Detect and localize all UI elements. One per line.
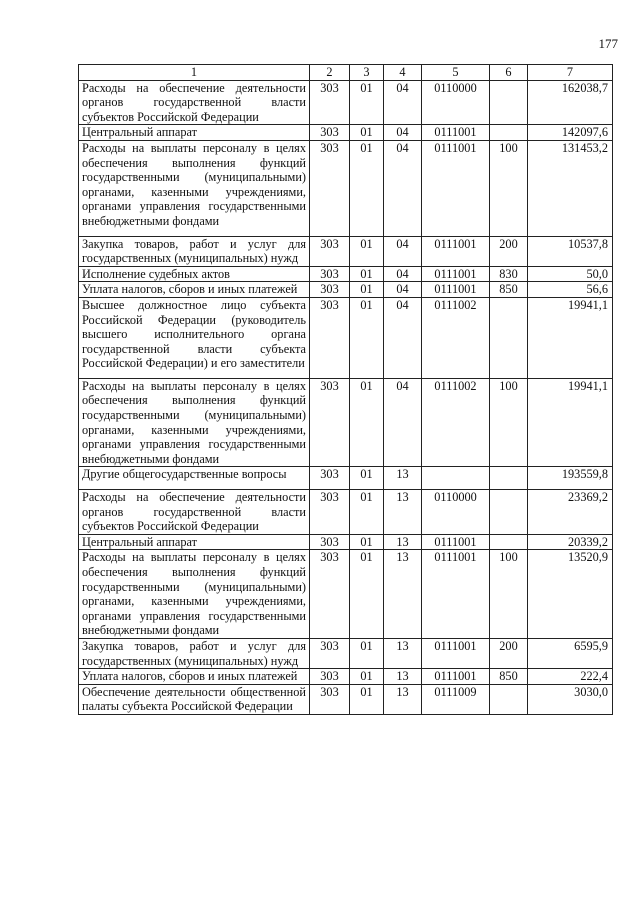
- item-name: Закупка товаров, работ и услуг для государственных (муниципальных) нужд: [79, 638, 310, 668]
- code-cell: [422, 467, 490, 490]
- code-cell: 0111001: [422, 125, 490, 141]
- item-name: Центральный аппарат: [79, 534, 310, 550]
- budget-table: [78, 64, 613, 715]
- code-cell: 04: [384, 80, 422, 125]
- code-cell: 01: [350, 684, 384, 714]
- code-cell: 0111001: [422, 638, 490, 668]
- table-row: [79, 282, 613, 298]
- table-header-row: [79, 65, 613, 81]
- table-row: [79, 490, 613, 535]
- amount-cell: 10537,8: [528, 236, 613, 266]
- table-row: [79, 550, 613, 639]
- item-name: Обеспечение деятельности общественной палаты субъекта Российской Федерации: [79, 684, 310, 714]
- code-cell: [490, 467, 528, 490]
- item-name: Закупка товаров, работ и услуг для государственных (муниципальных) нужд: [79, 236, 310, 266]
- code-cell: [490, 490, 528, 535]
- code-cell: 303: [310, 550, 350, 639]
- code-cell: 200: [490, 638, 528, 668]
- item-name: Расходы на выплаты персоналу в целях обеспечения выполнения функций государственными (муниципальными) органами, казенными учреждениями, органами управления государственными внебюджетными фондами: [79, 140, 310, 236]
- code-cell: [490, 125, 528, 141]
- amount-cell: 162038,7: [528, 80, 613, 125]
- code-cell: 0110000: [422, 490, 490, 535]
- code-cell: 100: [490, 378, 528, 467]
- amount-cell: 20339,2: [528, 534, 613, 550]
- code-cell: 850: [490, 669, 528, 685]
- code-cell: 303: [310, 638, 350, 668]
- code-cell: 303: [310, 297, 350, 378]
- code-cell: 303: [310, 490, 350, 535]
- table-row: [79, 236, 613, 266]
- code-cell: 01: [350, 282, 384, 298]
- code-cell: 100: [490, 140, 528, 236]
- code-cell: 01: [350, 490, 384, 535]
- amount-cell: 19941,1: [528, 297, 613, 378]
- code-cell: 303: [310, 80, 350, 125]
- table-row: [79, 378, 613, 467]
- table-row: [79, 125, 613, 141]
- code-cell: 303: [310, 534, 350, 550]
- code-cell: 13: [384, 684, 422, 714]
- code-cell: 303: [310, 669, 350, 685]
- code-cell: 0111001: [422, 550, 490, 639]
- item-name: Центральный аппарат: [79, 125, 310, 141]
- code-cell: 13: [384, 550, 422, 639]
- code-cell: 04: [384, 236, 422, 266]
- code-cell: 0110000: [422, 80, 490, 125]
- item-name: Расходы на обеспечение деятельности органов государственной власти субъектов Российской Федерации: [79, 80, 310, 125]
- table-row: [79, 638, 613, 668]
- header-cell: 6: [490, 65, 528, 81]
- code-cell: 0111009: [422, 684, 490, 714]
- table-row: [79, 669, 613, 685]
- amount-cell: 19941,1: [528, 378, 613, 467]
- page-number: 177: [598, 36, 618, 51]
- code-cell: 01: [350, 534, 384, 550]
- table-row: [79, 684, 613, 714]
- item-name: Другие общегосударственные вопросы: [79, 467, 310, 490]
- item-name: Расходы на выплаты персоналу в целях обеспечения выполнения функций государственными (муниципальными) органами, казенными учреждениями, органами управления государственными внебюджетными фондами: [79, 378, 310, 467]
- code-cell: 100: [490, 550, 528, 639]
- code-cell: [490, 80, 528, 125]
- code-cell: 200: [490, 236, 528, 266]
- code-cell: 303: [310, 236, 350, 266]
- amount-cell: 13520,9: [528, 550, 613, 639]
- code-cell: 303: [310, 684, 350, 714]
- code-cell: 01: [350, 378, 384, 467]
- code-cell: 04: [384, 140, 422, 236]
- amount-cell: 131453,2: [528, 140, 613, 236]
- code-cell: 04: [384, 378, 422, 467]
- table-row: [79, 297, 613, 378]
- table-row: [79, 534, 613, 550]
- code-cell: 01: [350, 638, 384, 668]
- code-cell: 01: [350, 125, 384, 141]
- code-cell: 0111001: [422, 669, 490, 685]
- code-cell: 01: [350, 266, 384, 282]
- code-cell: 830: [490, 266, 528, 282]
- code-cell: 850: [490, 282, 528, 298]
- header-cell: 2: [310, 65, 350, 81]
- amount-cell: 142097,6: [528, 125, 613, 141]
- header-cell: 4: [384, 65, 422, 81]
- header-cell: 3: [350, 65, 384, 81]
- table-row: [79, 266, 613, 282]
- code-cell: 04: [384, 125, 422, 141]
- code-cell: 01: [350, 467, 384, 490]
- code-cell: 303: [310, 266, 350, 282]
- code-cell: 13: [384, 669, 422, 685]
- code-cell: 01: [350, 669, 384, 685]
- amount-cell: 23369,2: [528, 490, 613, 535]
- code-cell: 0111001: [422, 236, 490, 266]
- code-cell: 13: [384, 638, 422, 668]
- amount-cell: 222,4: [528, 669, 613, 685]
- code-cell: 04: [384, 297, 422, 378]
- code-cell: 0111001: [422, 282, 490, 298]
- amount-cell: 193559,8: [528, 467, 613, 490]
- code-cell: 303: [310, 125, 350, 141]
- table-row: [79, 140, 613, 236]
- code-cell: 01: [350, 236, 384, 266]
- code-cell: 13: [384, 490, 422, 535]
- code-cell: 0111002: [422, 378, 490, 467]
- amount-cell: 56,6: [528, 282, 613, 298]
- code-cell: 303: [310, 378, 350, 467]
- code-cell: 0111001: [422, 266, 490, 282]
- item-name: Высшее должностное лицо субъекта Российской Федерации (руководитель высшего исполнительного органа государственной власти субъекта Российской Федерации) и его заместители: [79, 297, 310, 378]
- code-cell: 01: [350, 80, 384, 125]
- item-name: Расходы на выплаты персоналу в целях обеспечения выполнения функций государственными (муниципальными) органами, казенными учреждениями, органами управления государственными внебюджетными фондами: [79, 550, 310, 639]
- table-row: [79, 467, 613, 490]
- code-cell: 04: [384, 266, 422, 282]
- item-name: Исполнение судебных актов: [79, 266, 310, 282]
- item-name: Уплата налогов, сборов и иных платежей: [79, 282, 310, 298]
- code-cell: 13: [384, 467, 422, 490]
- item-name: Уплата налогов, сборов и иных платежей: [79, 669, 310, 685]
- code-cell: 01: [350, 550, 384, 639]
- code-cell: 01: [350, 140, 384, 236]
- header-cell: 5: [422, 65, 490, 81]
- code-cell: 303: [310, 467, 350, 490]
- code-cell: 0111001: [422, 140, 490, 236]
- amount-cell: 6595,9: [528, 638, 613, 668]
- code-cell: 0111001: [422, 534, 490, 550]
- code-cell: 04: [384, 282, 422, 298]
- code-cell: 01: [350, 297, 384, 378]
- code-cell: [490, 297, 528, 378]
- code-cell: 0111002: [422, 297, 490, 378]
- header-cell: 1: [79, 65, 310, 81]
- item-name: Расходы на обеспечение деятельности органов государственной власти субъектов Российской Федерации: [79, 490, 310, 535]
- amount-cell: 50,0: [528, 266, 613, 282]
- code-cell: 303: [310, 282, 350, 298]
- code-cell: [490, 534, 528, 550]
- amount-cell: 3030,0: [528, 684, 613, 714]
- code-cell: [490, 684, 528, 714]
- code-cell: 13: [384, 534, 422, 550]
- table-row: [79, 80, 613, 125]
- code-cell: 303: [310, 140, 350, 236]
- header-cell: 7: [528, 65, 613, 81]
